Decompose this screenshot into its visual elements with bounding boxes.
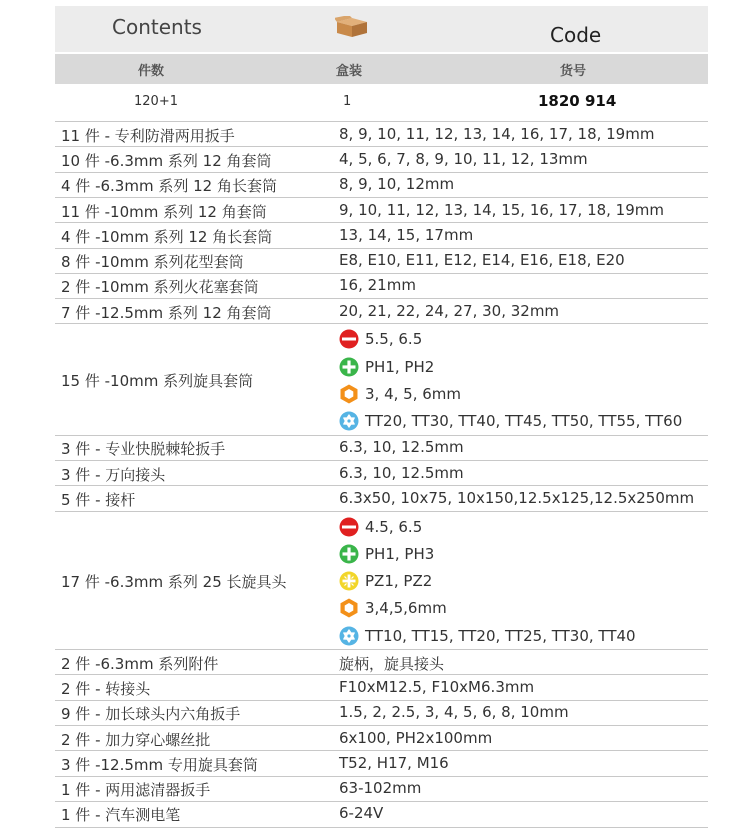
item-label: 1 件 - 两用滤清器扳手: [61, 781, 211, 800]
contents-title: Contents: [112, 15, 202, 39]
table-row: [55, 273, 708, 299]
tip-spec-text: PH1, PH2: [365, 357, 435, 376]
box-icon: [335, 16, 369, 38]
tip-spec-text: 3, 4, 5, 6mm: [365, 384, 462, 403]
summary-qty: 120+1: [134, 94, 178, 109]
tip-spec: [339, 626, 636, 646]
table-row: [55, 222, 708, 248]
tip-spec-text: PH1, PH3: [365, 544, 435, 563]
item-sizes: 9, 10, 11, 12, 13, 14, 15, 16, 17, 18, 19mm: [339, 200, 664, 219]
table-row: [55, 172, 708, 198]
table-row: [55, 776, 708, 802]
item-label: 17 件 -6.3mm 系列 25 长旋具头: [61, 572, 287, 591]
slotted-icon: [339, 329, 359, 349]
table-row: [55, 435, 708, 461]
table-row: [55, 146, 708, 172]
item-sizes: 6-24V: [339, 804, 384, 823]
item-sizes: 16, 21mm: [339, 276, 416, 295]
tip-spec: [339, 357, 434, 377]
table-row: [55, 485, 708, 511]
table-row: [55, 121, 708, 147]
tip-spec: [339, 384, 461, 404]
item-label: 4 件 -10mm 系列 12 角长套筒: [61, 227, 273, 246]
item-label: 10 件 -6.3mm 系列 12 角套筒: [61, 151, 272, 170]
table-row: [55, 649, 708, 675]
tip-spec: [339, 411, 682, 431]
item-label: 5 件 - 接杆: [61, 490, 136, 509]
item-label: 2 件 - 加力穿心螺丝批: [61, 730, 211, 749]
hex-icon: [339, 384, 359, 404]
item-sizes: 旋柄，旋具接头: [339, 654, 445, 673]
table-row: [55, 725, 708, 751]
item-sizes: 4, 5, 6, 7, 8, 9, 10, 11, 12, 13mm: [339, 149, 588, 168]
torx-icon: [339, 411, 359, 431]
item-sizes: 6.3, 10, 12.5mm: [339, 438, 464, 457]
table-row: [55, 298, 708, 324]
item-sizes: 8, 9, 10, 11, 12, 13, 14, 16, 17, 18, 19mm: [339, 124, 655, 143]
item-label: 8 件 -10mm 系列花型套筒: [61, 253, 244, 272]
qty-header: 件数: [138, 64, 165, 79]
table-row: [55, 460, 708, 486]
table-row: [55, 323, 708, 435]
item-label: 9 件 - 加长球头内六角扳手: [61, 705, 241, 724]
item-label: 1 件 - 汽车测电笔: [61, 806, 181, 825]
item-sizes: E8, E10, E11, E12, E14, E16, E18, E20: [339, 251, 625, 270]
table-row: [55, 511, 708, 651]
pack-header: 盒装: [336, 64, 363, 79]
item-label: 2 件 -10mm 系列火花塞套筒: [61, 278, 259, 297]
item-sizes: 6.3x50, 10x75, 10x150,12.5x125,12.5x250mm: [339, 488, 695, 507]
table-row: [55, 674, 708, 700]
item-label: 2 件 - 转接头: [61, 679, 151, 698]
tip-spec: [339, 598, 447, 618]
tip-spec-text: 4.5, 6.5: [365, 517, 423, 536]
item-label: 2 件 -6.3mm 系列附件: [61, 654, 219, 673]
item-label: 11 件 -10mm 系列 12 角套筒: [61, 202, 267, 221]
tip-spec: [339, 544, 434, 564]
tip-spec: [339, 329, 422, 349]
hex-icon: [339, 598, 359, 618]
pozidriv-icon: [339, 571, 359, 591]
table-row: [55, 801, 708, 828]
item-label: 3 件 - 万向接头: [61, 465, 166, 484]
item-label: 3 件 -12.5mm 专用旋具套筒: [61, 755, 258, 774]
phillips-icon: [339, 357, 359, 377]
table-row: [55, 750, 708, 776]
item-sizes: F10xM12.5, F10xM6.3mm: [339, 677, 535, 696]
item-sizes: 1.5, 2, 2.5, 3, 4, 5, 6, 8, 10mm: [339, 703, 569, 722]
slotted-icon: [339, 517, 359, 537]
torx-icon: [339, 626, 359, 646]
phillips-icon: [339, 544, 359, 564]
item-sizes: 63-102mm: [339, 779, 422, 798]
summary-pack: 1: [343, 94, 352, 109]
code-title: Code: [550, 23, 602, 47]
item-sizes: 8, 9, 10, 12mm: [339, 175, 455, 194]
tip-spec: [339, 517, 422, 537]
item-sizes: 13, 14, 15, 17mm: [339, 225, 474, 244]
item-label: 15 件 -10mm 系列旋具套筒: [61, 371, 254, 390]
tip-spec-text: TT20, TT30, TT40, TT45, TT50, TT55, TT60: [365, 412, 683, 431]
table-row: [55, 248, 708, 274]
item-label: 4 件 -6.3mm 系列 12 角长套筒: [61, 177, 277, 196]
item-sizes: 20, 21, 22, 24, 27, 30, 32mm: [339, 301, 560, 320]
tip-spec-text: 3,4,5,6mm: [365, 599, 447, 618]
item-label: 3 件 - 专业快脱棘轮扳手: [61, 440, 226, 459]
item-label: 7 件 -12.5mm 系列 12 角套筒: [61, 303, 272, 322]
tip-spec-text: TT10, TT15, TT20, TT25, TT30, TT40: [365, 626, 636, 645]
tip-spec-text: PZ1, PZ2: [365, 572, 433, 591]
tip-spec: [339, 571, 432, 591]
item-label: 11 件 - 专利防滑两用扳手: [61, 126, 235, 145]
tip-spec-text: 5.5, 6.5: [365, 330, 423, 349]
code-header: 货号: [560, 64, 587, 79]
item-sizes: 6x100, PH2x100mm: [339, 728, 493, 747]
item-sizes: 6.3, 10, 12.5mm: [339, 463, 464, 482]
item-sizes: T52, H17, M16: [339, 753, 449, 772]
summary-code: 1820 914: [538, 92, 617, 110]
table-row: [55, 197, 708, 223]
table-row: [55, 700, 708, 726]
